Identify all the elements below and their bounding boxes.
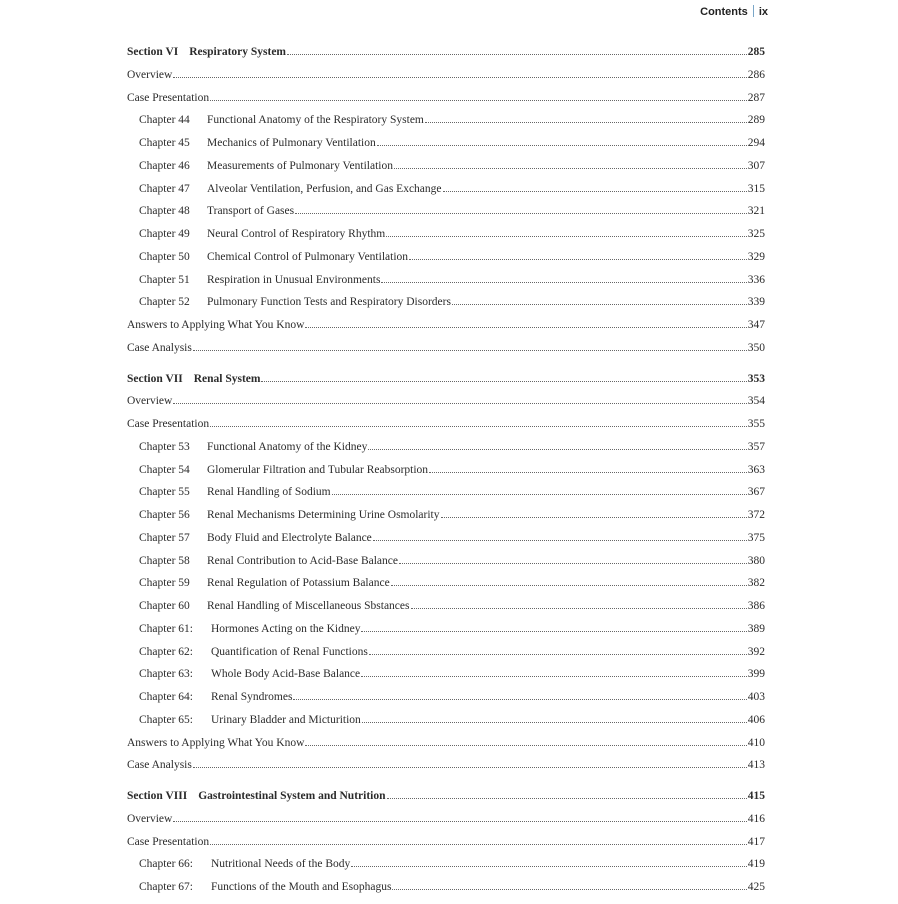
toc-label (127, 759, 192, 771)
toc-title: Whole Body Acid-Base Balance (211, 668, 361, 681)
toc-title: Transport of Gases (207, 205, 295, 218)
dot-leader (361, 631, 746, 632)
page-number: 417 (747, 835, 765, 848)
page-number: 399 (747, 668, 765, 681)
toc-label (127, 342, 192, 354)
page-number: 315 (747, 182, 765, 195)
toc-entry-row[interactable] (127, 737, 765, 760)
page-number: 425 (747, 881, 765, 893)
page-number: 415 (747, 790, 765, 802)
dot-leader (386, 236, 747, 237)
chapter-number: Chapter 50 (139, 250, 190, 263)
toc-title: Mechanics of Pulmonary Ventilation (207, 137, 376, 149)
chapter-number: Chapter 67: (139, 881, 193, 893)
toc-title: Renal Contribution to Acid-Base Balance (207, 554, 398, 567)
dot-leader (193, 767, 747, 768)
toc-label (139, 858, 350, 870)
page-number: 339 (747, 296, 765, 309)
toc-title: Renal Mechanisms Determining Urine Osmolarity (207, 509, 440, 521)
toc-title: Overview (127, 395, 173, 408)
dot-leader (351, 866, 746, 867)
chapter-number: Chapter 44 (139, 114, 190, 127)
toc-chapter-row[interactable] (127, 296, 765, 319)
page-number: 403 (747, 691, 765, 703)
page-number: 321 (747, 205, 765, 218)
chapter-number: Chapter 66: (139, 858, 193, 871)
toc-title: Functional Anatomy of the Respiratory System (207, 114, 424, 127)
toc-title: Functions of the Mouth and Esophagus (211, 881, 392, 893)
chapter-number: Chapter 45 (139, 137, 190, 149)
toc-label (139, 509, 440, 521)
dot-leader (368, 449, 746, 450)
dot-leader (173, 403, 746, 404)
page-number: 419 (747, 858, 765, 871)
toc-label (139, 691, 292, 703)
page-number: 406 (747, 713, 765, 726)
chapter-number: Chapter 57 (139, 531, 190, 544)
toc-label (127, 46, 286, 58)
dot-leader (173, 821, 746, 822)
toc-title: Renal System (193, 372, 261, 385)
toc-title: Overview (127, 812, 173, 825)
toc-title: Neural Control of Respiratory Rhythm (207, 228, 386, 240)
page-number: 355 (747, 418, 765, 430)
dot-leader (409, 259, 747, 260)
dot-leader (193, 350, 747, 351)
page-number: 285 (747, 46, 765, 58)
toc-chapter-row[interactable] (127, 274, 765, 297)
chapter-number: Chapter 63: (139, 668, 193, 681)
toc-section-row[interactable] (127, 790, 765, 813)
toc-chapter-row[interactable] (127, 486, 765, 509)
toc-chapter-row[interactable] (127, 160, 765, 183)
page-number: 347 (747, 319, 765, 331)
dot-leader (210, 426, 747, 427)
toc-chapter-row[interactable] (127, 509, 765, 532)
dot-leader (293, 699, 746, 700)
toc-title: Body Fluid and Electrolyte Balance (207, 531, 372, 544)
toc-chapter-row[interactable] (127, 114, 765, 137)
toc-label (139, 555, 398, 567)
dot-leader (332, 494, 747, 495)
dot-leader (392, 889, 746, 890)
toc-chapter-row[interactable] (127, 714, 765, 737)
page-number: 392 (747, 645, 765, 658)
toc-title: Chemical Control of Pulmonary Ventilation (207, 250, 409, 263)
toc-title: Renal Handling of Sodium (207, 486, 331, 499)
toc-label (127, 737, 304, 749)
running-header (700, 5, 768, 18)
toc-chapter-row[interactable] (127, 251, 765, 274)
dot-leader (441, 517, 747, 518)
dot-leader (429, 472, 747, 473)
toc-label (127, 836, 209, 848)
page-number: 416 (747, 812, 765, 825)
dot-leader (391, 585, 747, 586)
toc-title: Alveolar Ventilation, Perfusion, and Gas Exchange (207, 182, 442, 195)
toc-label (139, 228, 385, 240)
page-number: 350 (747, 341, 765, 354)
dot-leader (295, 213, 747, 214)
toc-chapter-row[interactable] (127, 441, 765, 464)
page-number: 353 (747, 372, 765, 385)
toc-title: Case Presentation (127, 835, 210, 848)
toc-label (139, 714, 361, 726)
page-number: 329 (747, 250, 765, 263)
toc-title: Quantification of Renal Functions (211, 645, 368, 658)
chapter-number: Chapter 59 (139, 577, 190, 590)
toc-label (127, 319, 304, 331)
chapter-number: Chapter 53 (139, 440, 190, 453)
toc-title: Answers to Applying What You Know (127, 319, 305, 331)
toc-entry-row[interactable] (127, 759, 765, 782)
dot-leader (381, 282, 746, 283)
page-number: 286 (747, 68, 765, 81)
page-number: 389 (747, 622, 765, 635)
dot-leader (173, 77, 746, 78)
page-number: 325 (747, 228, 765, 240)
dot-leader (425, 122, 747, 123)
section-number: Section VIII (127, 790, 188, 802)
header-title: Contents (700, 6, 748, 18)
toc-label (139, 577, 390, 589)
toc-chapter-row[interactable] (127, 555, 765, 578)
toc-label (139, 296, 451, 308)
toc-chapter-row[interactable] (127, 858, 765, 881)
section-number: Section VII (127, 372, 183, 385)
dot-leader (210, 100, 747, 101)
dot-leader (373, 540, 747, 541)
dot-leader (394, 168, 747, 169)
toc-title: Respiratory System (189, 46, 287, 58)
page-number: 363 (747, 463, 765, 476)
toc-title: Case Analysis (127, 341, 192, 354)
toc-label (127, 373, 260, 385)
dot-leader (305, 327, 746, 328)
chapter-number: Chapter 61: (139, 622, 193, 635)
dot-leader (443, 191, 747, 192)
dot-leader (387, 798, 747, 799)
dot-leader (369, 654, 747, 655)
toc-title: Renal Handling of Miscellaneous Sbstances (207, 600, 410, 612)
toc-chapter-row[interactable] (127, 228, 765, 251)
dot-leader (377, 145, 747, 146)
toc-chapter-row[interactable] (127, 881, 765, 904)
dot-leader (452, 304, 747, 305)
page-number: 354 (747, 395, 765, 408)
toc-label (127, 418, 209, 430)
toc-chapter-row[interactable] (127, 183, 765, 206)
toc-label (127, 790, 386, 802)
chapter-number: Chapter 46 (139, 159, 190, 172)
chapter-number: Chapter 49 (139, 228, 190, 240)
toc-label (139, 137, 376, 149)
chapter-number: Chapter 56 (139, 509, 190, 521)
toc-title: Measurements of Pulmonary Ventilation (207, 159, 393, 172)
chapter-number: Chapter 62: (139, 645, 193, 658)
toc-label (127, 813, 172, 825)
chapter-number: Chapter 55 (139, 486, 190, 499)
toc-label (127, 395, 172, 407)
toc-entry-row[interactable] (127, 395, 765, 418)
page-number: 386 (747, 600, 765, 612)
dot-leader (362, 722, 747, 723)
header-separator (753, 5, 754, 17)
toc-label (139, 114, 424, 126)
toc-section-row[interactable] (127, 46, 765, 69)
toc-label (139, 160, 393, 172)
toc-title: Renal Regulation of Potassium Balance (207, 577, 390, 590)
toc-entry-row[interactable] (127, 319, 765, 342)
toc-chapter-row[interactable] (127, 464, 765, 487)
chapter-number: Chapter 48 (139, 205, 190, 218)
page-number: 336 (747, 273, 765, 286)
toc-section-row[interactable] (127, 373, 765, 396)
toc-title: Answers to Applying What You Know (127, 736, 305, 749)
toc-title: Case Analysis (127, 759, 192, 772)
toc-entry-row[interactable] (127, 69, 765, 92)
toc-chapter-row[interactable] (127, 646, 765, 669)
chapter-number: Chapter 58 (139, 554, 190, 567)
toc-title: Glomerular Filtration and Tubular Reabsorption (207, 463, 429, 476)
toc-title: Respiration in Unusual Environments (207, 273, 381, 286)
toc-label (139, 668, 360, 680)
table-of-contents (127, 46, 765, 904)
toc-title: Renal Syndromes (211, 691, 293, 703)
page-number: 294 (747, 137, 765, 149)
dot-leader (261, 381, 746, 382)
chapter-number: Chapter 47 (139, 182, 190, 195)
toc-title: Functional Anatomy of the Kidney (207, 440, 368, 453)
toc-label (139, 274, 380, 286)
toc-chapter-row[interactable] (127, 577, 765, 600)
toc-label (139, 486, 331, 498)
chapter-number: Chapter 65: (139, 713, 193, 726)
page-number: 380 (747, 554, 765, 567)
toc-label (139, 600, 410, 612)
page-number: 307 (747, 159, 765, 172)
chapter-number: Chapter 54 (139, 463, 190, 476)
dot-leader (305, 745, 746, 746)
toc-title: Hormones Acting on the Kidney (211, 622, 361, 635)
toc-chapter-row[interactable] (127, 137, 765, 160)
page-number: 357 (747, 440, 765, 453)
dot-leader (399, 563, 747, 564)
page-number: 375 (747, 531, 765, 544)
section-number: Section VI (127, 46, 179, 58)
toc-label (139, 881, 391, 893)
toc-chapter-row[interactable] (127, 532, 765, 555)
chapter-number: Chapter 60 (139, 600, 190, 612)
page-number: 410 (747, 736, 765, 749)
toc-label (139, 251, 408, 263)
toc-title: Gastrointestinal System and Nutrition (198, 790, 386, 802)
toc-label (139, 441, 367, 453)
chapter-number: Chapter 51 (139, 273, 190, 286)
dot-leader (361, 676, 747, 677)
toc-chapter-row[interactable] (127, 691, 765, 714)
dot-leader (411, 608, 747, 609)
toc-title: Overview (127, 68, 173, 81)
toc-label (127, 92, 209, 104)
chapter-number: Chapter 64: (139, 691, 193, 703)
toc-title: Nutritional Needs of the Body (211, 858, 351, 871)
page-number: 289 (747, 114, 765, 127)
page-number: 287 (747, 91, 765, 104)
page-number: 382 (747, 577, 765, 590)
toc-label (139, 205, 294, 217)
toc-label (139, 464, 428, 476)
toc-entry-row[interactable] (127, 813, 765, 836)
toc-entry-row[interactable] (127, 418, 765, 441)
toc-chapter-row[interactable] (127, 205, 765, 228)
header-page-number: ix (758, 6, 768, 18)
toc-label (139, 183, 442, 195)
toc-title: Urinary Bladder and Micturition (211, 713, 361, 726)
toc-title: Pulmonary Function Tests and Respiratory Disorders (207, 296, 451, 309)
chapter-number: Chapter 52 (139, 296, 190, 309)
dot-leader (210, 844, 747, 845)
toc-label (139, 623, 360, 635)
toc-label (127, 69, 172, 81)
page-number: 413 (747, 759, 765, 772)
page-number: 372 (747, 509, 765, 521)
toc-title: Case Presentation (127, 91, 210, 104)
page-number: 367 (747, 486, 765, 499)
toc-title: Case Presentation (127, 418, 210, 430)
toc-entry-row[interactable] (127, 836, 765, 859)
toc-label (139, 646, 368, 658)
toc-entry-row[interactable] (127, 92, 765, 115)
dot-leader (287, 54, 747, 55)
toc-label (139, 532, 372, 544)
toc-chapter-row[interactable] (127, 668, 765, 691)
toc-chapter-row[interactable] (127, 600, 765, 623)
toc-chapter-row[interactable] (127, 623, 765, 646)
toc-entry-row[interactable] (127, 342, 765, 365)
